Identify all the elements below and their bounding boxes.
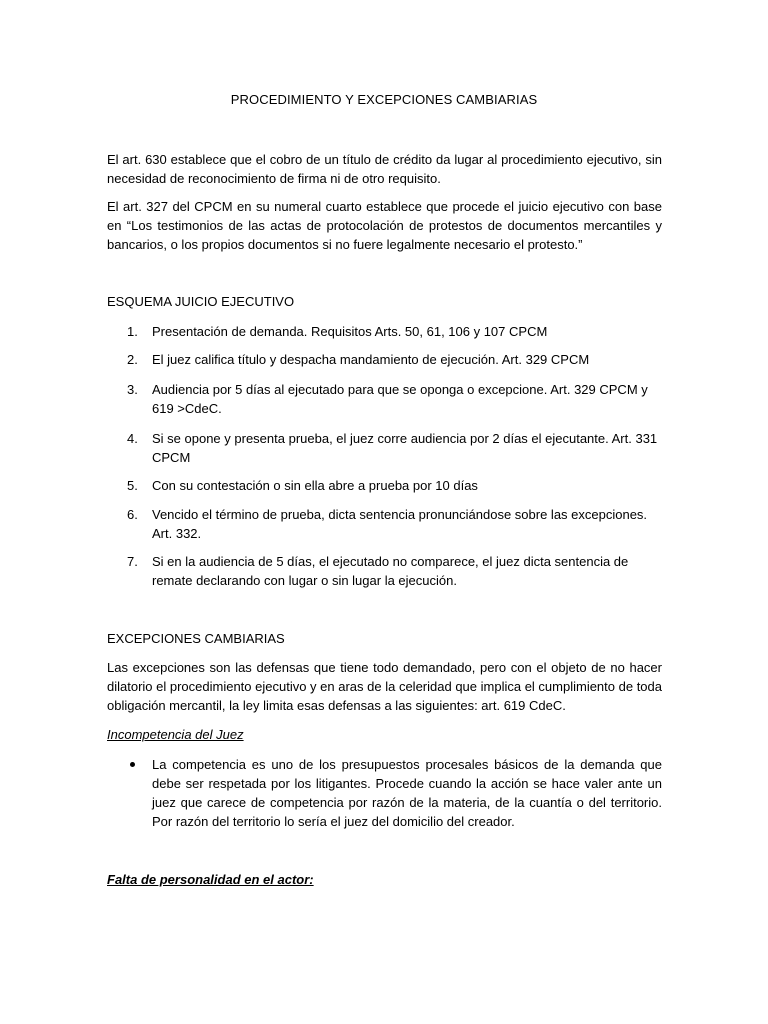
list-number: 3. — [127, 382, 138, 397]
list-text: Audiencia por 5 días al ejecutado para que se oponga o excepcione. Art. 329 CPCM y 619 >CdeC. — [152, 382, 648, 416]
section-heading-esquema: ESQUEMA JUICIO EJECUTIVO — [107, 294, 295, 309]
bullet-dot — [130, 762, 135, 767]
paragraph-art-630: El art. 630 establece que el cobro de un título de crédito da lugar al procedimiento ejecutivo, sin necesidad de reconocimiento de firma ni de otro requisito. — [107, 152, 662, 186]
list-number: 2. — [127, 352, 138, 367]
paragraph-excepciones: Las excepciones son las defensas que tiene todo demandado, pero con el objeto de no hacer dilatorio el procedimiento ejecutivo y en aras de la celeridad que implica el cumplimiento de toda obligación mercantil, la ley limita esas defensas a las siguientes: art. 619 CdeC. — [107, 660, 662, 713]
section-heading-excepciones: EXCEPCIONES CAMBIARIAS — [107, 631, 285, 646]
list-text: Vencido el término de prueba, dicta sentencia pronunciándose sobre las excepciones. Art. 332. — [152, 507, 648, 541]
list-text: El juez califica título y despacha mandamiento de ejecución. Art. 329 CPCM — [152, 352, 590, 367]
list-text: Con su contestación o sin ella abre a prueba por 10 días — [152, 478, 478, 493]
list-number: 6. — [127, 507, 138, 522]
list-text: Si en la audiencia de 5 días, el ejecutado no comparece, el juez dicta sentencia de remate declarando con lugar o sin lugar la ejecución. — [152, 554, 629, 588]
list-number: 7. — [127, 554, 138, 569]
subheading-incompetencia: Incompetencia del Juez — [107, 727, 244, 742]
list-number: 1. — [127, 324, 138, 339]
subheading-falta-personalidad: Falta de personalidad en el actor: — [107, 872, 314, 887]
paragraph-art-327: El art. 327 del CPCM en su numeral cuarto establece que procede el juicio ejecutivo con base en “Los testimonios de las actas de protocolación de protestos de documentos mercantiles y bancarios, o los propios documentos si no fuere legalmente necesario el protesto.” — [107, 199, 662, 252]
list-text: Presentación de demanda. Requisitos Arts. 50, 61, 106 y 107 CPCM — [152, 324, 548, 339]
bullet-text: La competencia es uno de los presupuestos procesales básicos de la demanda que debe ser respetada por los litigantes. Procede cuando la acción se hace valer ante un juez que carece de competencia por razón de la materia, de la cuantía o del territorio. Por razón del territorio lo sería el juez del domicilio del creador. — [152, 757, 662, 829]
page-title: PROCEDIMIENTO Y EXCEPCIONES CAMBIARIAS — [230, 92, 538, 107]
list-number: 4. — [127, 431, 138, 446]
list-text: Si se opone y presenta prueba, el juez corre audiencia por 2 días el ejecutante. Art. 331 CPCM — [152, 431, 658, 465]
list-number: 5. — [127, 478, 138, 493]
